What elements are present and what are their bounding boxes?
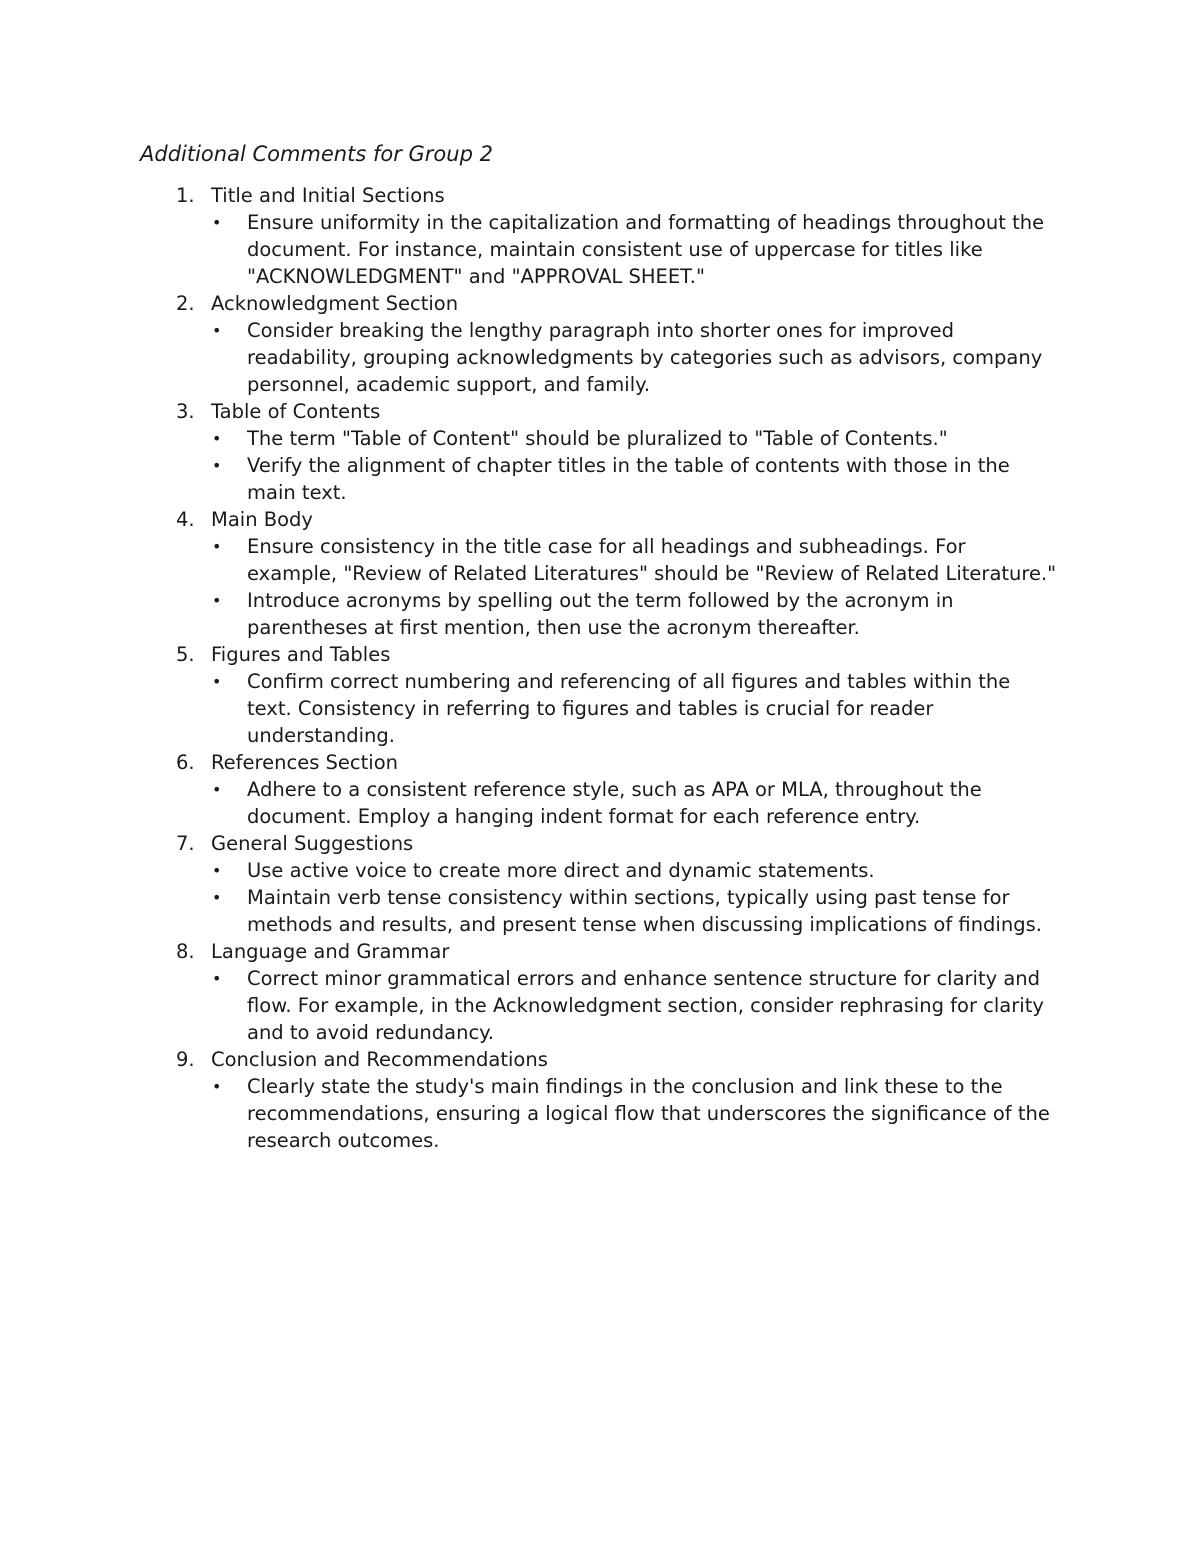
bullet-list [140, 668, 1060, 749]
section-heading-text: Title and Initial Sections [211, 184, 445, 207]
bullet-text: Maintain verb tense consistency within sections, typically using past tense for methods and results, and present tense when discussing implications of findings. [247, 886, 1042, 936]
bullet-list [140, 776, 1060, 830]
section-heading [140, 830, 1060, 857]
bullet-dot-icon: • [212, 1077, 222, 1096]
bullet-dot-icon: • [212, 888, 222, 907]
bullet-item [140, 425, 1060, 452]
bullet-dot-icon: • [212, 591, 222, 610]
section-number: 1. [176, 184, 195, 207]
bullet-item [140, 587, 1060, 641]
section-number: 6. [176, 751, 195, 774]
section-heading [140, 749, 1060, 776]
section-number: 7. [176, 832, 195, 855]
section-item [140, 506, 1060, 641]
section-item [140, 398, 1060, 506]
bullet-list [140, 965, 1060, 1046]
bullet-item [140, 776, 1060, 830]
section-heading-text: Figures and Tables [211, 643, 391, 666]
section-heading [140, 182, 1060, 209]
bullet-item [140, 533, 1060, 587]
section-number: 8. [176, 940, 195, 963]
section-number: 2. [176, 292, 195, 315]
section-heading-text: Language and Grammar [211, 940, 450, 963]
bullet-text: Clearly state the study's main findings in the conclusion and link these to the recommendations, ensuring a logical flow that underscores the significance of the research outcomes. [247, 1075, 1050, 1152]
section-item [140, 749, 1060, 830]
bullet-text: Use active voice to create more direct and dynamic statements. [247, 859, 875, 882]
bullet-dot-icon: • [212, 861, 222, 880]
section-number: 9. [176, 1048, 195, 1071]
section-list [140, 182, 1060, 1154]
section-number: 4. [176, 508, 195, 531]
section-heading [140, 290, 1060, 317]
bullet-list [140, 1073, 1060, 1154]
section-item [140, 938, 1060, 1046]
bullet-item [140, 209, 1060, 290]
bullet-list [140, 209, 1060, 290]
bullet-item [140, 668, 1060, 749]
section-heading-text: Main Body [211, 508, 313, 531]
bullet-text: Introduce acronyms by spelling out the term followed by the acronym in parentheses at first mention, then use the acronym thereafter. [247, 589, 954, 639]
section-item [140, 641, 1060, 749]
section-heading-text: General Suggestions [211, 832, 414, 855]
bullet-item [140, 965, 1060, 1046]
section-heading [140, 1046, 1060, 1073]
bullet-text: Ensure uniformity in the capitalization and formatting of headings throughout the document. For instance, maintain consistent use of uppercase for titles like "ACKNOWLEDGMENT" and "APPROVAL SHEET." [247, 211, 1045, 288]
section-number: 3. [176, 400, 195, 423]
section-heading [140, 938, 1060, 965]
bullet-list [140, 533, 1060, 641]
bullet-text: Ensure consistency in the title case for all headings and subheadings. For example, "Review of Related Literatures" should be "Review of Related Literature." [247, 535, 1057, 585]
section-item [140, 1046, 1060, 1154]
bullet-item [140, 452, 1060, 506]
bullet-dot-icon: • [212, 456, 222, 475]
section-item [140, 182, 1060, 290]
section-number: 5. [176, 643, 195, 666]
bullet-text: Verify the alignment of chapter titles in the table of contents with those in the main text. [247, 454, 1010, 504]
section-heading [140, 398, 1060, 425]
bullet-list [140, 857, 1060, 938]
section-item [140, 830, 1060, 938]
bullet-text: The term "Table of Content" should be pluralized to "Table of Contents." [247, 427, 948, 450]
bullet-list [140, 317, 1060, 398]
bullet-dot-icon: • [212, 429, 222, 448]
section-heading-text: References Section [211, 751, 399, 774]
bullet-list [140, 425, 1060, 506]
section-heading-text: Table of Contents [211, 400, 381, 423]
section-item [140, 290, 1060, 398]
section-heading [140, 641, 1060, 668]
bullet-item [140, 884, 1060, 938]
bullet-dot-icon: • [212, 969, 222, 988]
section-heading-text: Conclusion and Recommendations [211, 1048, 548, 1071]
bullet-dot-icon: • [212, 672, 222, 691]
bullet-text: Consider breaking the lengthy paragraph into shorter ones for improved readability, grouping acknowledgments by categories such as advisors, company personnel, academic support, and family. [247, 319, 1043, 396]
bullet-dot-icon: • [212, 780, 222, 799]
section-heading [140, 506, 1060, 533]
bullet-text: Adhere to a consistent reference style, such as APA or MLA, throughout the document. Employ a hanging indent format for each reference entry. [247, 778, 982, 828]
bullet-item [140, 857, 1060, 884]
bullet-item [140, 317, 1060, 398]
document-content [140, 140, 1060, 1154]
section-heading-text: Acknowledgment Section [211, 292, 459, 315]
document-title: Additional Comments for Group 2 [140, 142, 493, 166]
bullet-dot-icon: • [212, 213, 222, 232]
bullet-dot-icon: • [212, 537, 222, 556]
bullet-item [140, 1073, 1060, 1154]
bullet-text: Correct minor grammatical errors and enhance sentence structure for clarity and flow. For example, in the Acknowledgment section, consider rephrasing for clarity and to avoid redundancy. [247, 967, 1044, 1044]
bullet-dot-icon: • [212, 321, 222, 340]
bullet-text: Confirm correct numbering and referencing of all figures and tables within the text. Consistency in referring to figures and tables is crucial for reader understanding. [247, 670, 1011, 747]
